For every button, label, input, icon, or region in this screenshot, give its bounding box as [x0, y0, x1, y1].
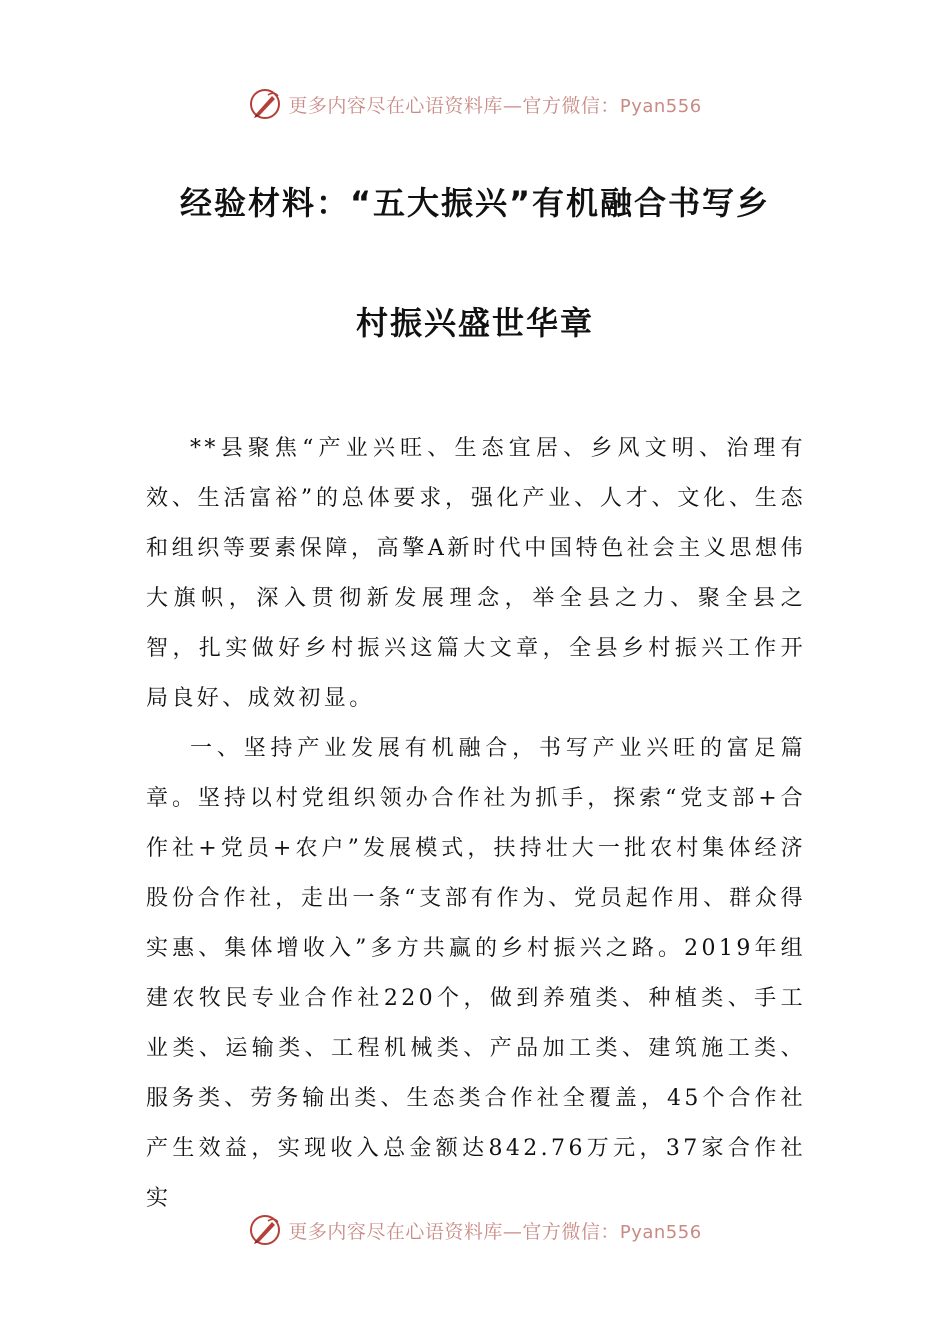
body-paragraph: 一、坚持产业发展有机融合，书写产业兴旺的富足篇章。坚持以村党组织领办合作社为抓手，探索“党支部+合作社+党员+农户”发展模式，扶持壮大一批农村集体经济股份合作社，走出一条“支部有作为、党员起作用、群众得实惠、集体增收入”多方共赢的乡村振兴之路。2019年组建农牧民专业合作社220个，做到养殖类、种植类、手工业类、运输类、工程机械类、产品加工类、建筑施工类、服务类、劳务输出类、生态类合作社全覆盖，45个合作社产生效益，实现收入总金额达842.76万元，37家合作社实 — [146, 736, 806, 1211]
watermark-text: 更多内容尽在心语资料库—官方微信：Pyan556 — [288, 94, 702, 117]
document-title-line-2: 村振兴盛世华章 — [355, 304, 594, 342]
footer-watermark — [0, 1210, 950, 1250]
body-paragraph: **县聚焦“产业兴旺、生态宜居、乡风文明、治理有效、生活富裕”的总体要求，强化产业、人才、文化、生态和组织等要素保障，高擎A新时代中国特色社会主义思想伟大旗帜，深入贯彻新发展理念，举全县之力、聚全县之智，扎实做好乡村振兴这篇大文章，全县乡村振兴工作开局良好、成效初显。 — [146, 436, 806, 711]
watermark-text: 更多内容尽在心语资料库—官方微信：Pyan556 — [288, 1220, 702, 1243]
document-body — [146, 424, 806, 1224]
document-title-line-1: 经验材料：“五大振兴”有机融合书写乡 — [179, 184, 771, 222]
header-watermark — [0, 84, 950, 124]
pen-logo-icon — [248, 87, 282, 121]
pen-logo-icon — [248, 1213, 282, 1247]
